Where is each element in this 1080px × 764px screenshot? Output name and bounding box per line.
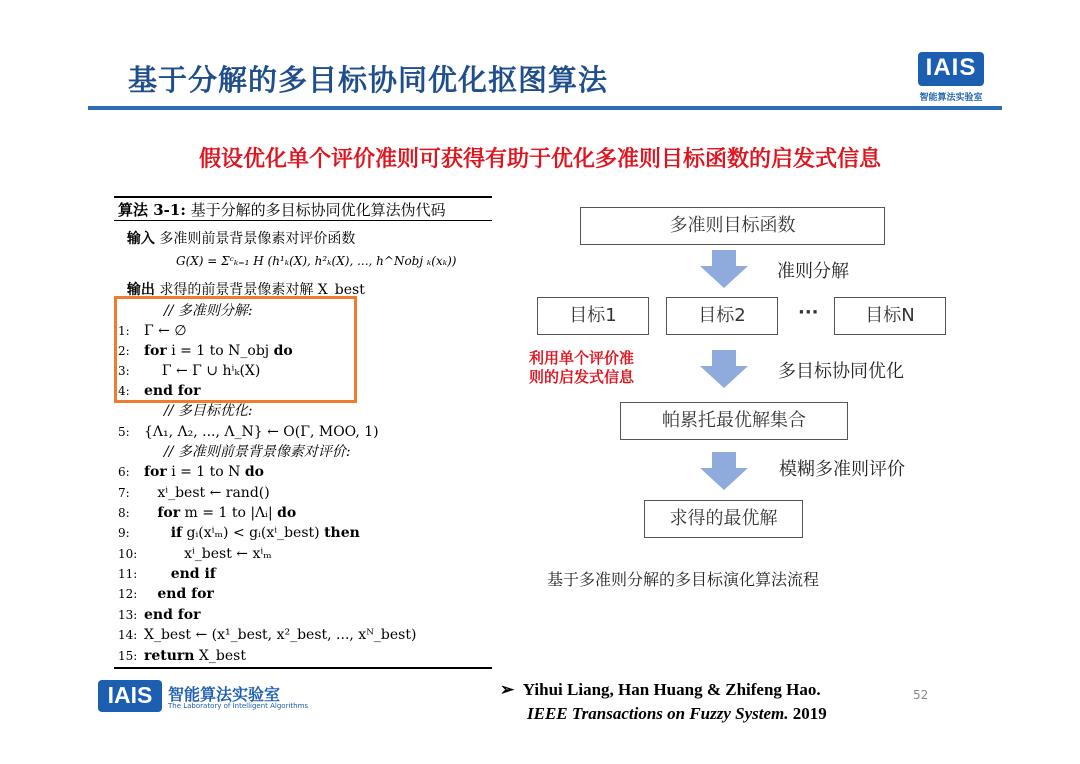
lab-name: 智能算法实验室 [168, 685, 281, 704]
goal-box-2: 目标2 [666, 297, 778, 335]
algorithm-line: 5: {Λ₁, Λ₂, ..., Λ_N} ← O(Γ, MOO, 1) [118, 424, 379, 440]
reference-citation: ➢ Yihui Liang, Han Huang & Zhifeng Hao. IEEE Transactions on Fuzzy System. 2019 [500, 680, 827, 723]
page-number: 52 [913, 688, 929, 702]
algorithm-line: 2: for i = 1 to N_obj do [118, 343, 293, 359]
hypothesis-statement: 假设优化单个评价准则可获得有助于优化多准则目标函数的启发式信息 [198, 147, 881, 172]
ellipsis: ··· [798, 302, 819, 323]
down-arrow-icon [700, 250, 748, 288]
step-decompose-label: 准则分解 [777, 261, 849, 282]
algorithm-top-rule [114, 196, 492, 198]
algorithm-line: 14: X_best ← (x¹_best, x²_best, ..., xᴺ_best) [118, 627, 417, 643]
algorithm-line: 1: Γ ← ∅ [118, 323, 187, 339]
bullet-icon: ➢ [500, 680, 515, 699]
algorithm-line: 10: xⁱ_best ← xⁱₘ [118, 546, 272, 562]
algorithm-line: 8: for m = 1 to |Λᵢ| do [118, 505, 297, 521]
down-arrow-icon [700, 452, 748, 490]
algorithm-mid-rule [114, 220, 492, 221]
logo-subtitle: 智能算法实验室 [919, 93, 983, 103]
algorithm-input: 输入 多准则前景背景像素对评价函数 [126, 231, 356, 247]
goal-box-n: 目标N [834, 297, 946, 335]
algorithm-line: 4: end for [118, 383, 201, 399]
algorithm-line: 7: xⁱ_best ← rand() [118, 485, 270, 501]
optimal-solution-box: 求得的最优解 [644, 500, 803, 538]
pareto-set-box: 帕累托最优解集合 [620, 402, 848, 440]
goal-box-1: 目标1 [537, 297, 649, 335]
algorithm-line: 15: return X_best [118, 648, 246, 664]
algorithm-line: 11: end if [118, 566, 216, 582]
algorithm-output: 输出 求得的前景背景像素对解 X_best [126, 282, 365, 298]
flowchart-caption: 基于多准则分解的多目标演化算法流程 [547, 570, 820, 589]
algorithm-bottom-rule [114, 667, 492, 669]
objective-function-box: 多准则目标函数 [580, 207, 885, 245]
down-arrow-icon [700, 350, 748, 388]
logo-mark: IAIS [918, 52, 984, 86]
algorithm-line: 13: end for [118, 607, 201, 623]
decomposition-highlight-box [114, 296, 357, 403]
step-cooptimize-label: 多目标协同优化 [778, 361, 904, 382]
title-underline [88, 106, 1002, 110]
step-fuzzy-eval-label: 模糊多准则评价 [779, 459, 905, 480]
lab-logo [916, 50, 986, 104]
page-title: 基于分解的多目标协同优化抠图算法 [128, 63, 609, 97]
algorithm-comment: // 多准则前景背景像素对评价: [164, 444, 351, 460]
algorithm-line: 6: for i = 1 to N do [118, 464, 265, 480]
algorithm-caption: 算法 3-1: 基于分解的多目标协同优化算法伪代码 [118, 201, 446, 219]
logo-mark: IAIS [98, 680, 162, 712]
lab-name-english: The Laboratory of Intelligent Algorithms [168, 702, 309, 710]
algorithm-comment: // 多准则分解: [164, 303, 253, 319]
algorithm-comment: // 多目标优化: [164, 403, 253, 419]
lab-logo-footer [98, 680, 309, 716]
algorithm-line: 12: end for [118, 586, 214, 602]
heuristic-info-label: 利用单个评价准 则的启发式信息 [529, 349, 635, 386]
algorithm-line: 9: if gᵢ(xⁱₘ) < gᵢ(xⁱ_best) then [118, 525, 360, 541]
algorithm-line: 3: Γ ← Γ ∪ hⁱₖ(X) [118, 363, 261, 379]
algorithm-input-formula: G(X) = Σᶜₖ₌₁ H (h¹ₖ(X), h²ₖ(X), ..., h^Nobj ₖ(xₖ)) [176, 254, 457, 268]
